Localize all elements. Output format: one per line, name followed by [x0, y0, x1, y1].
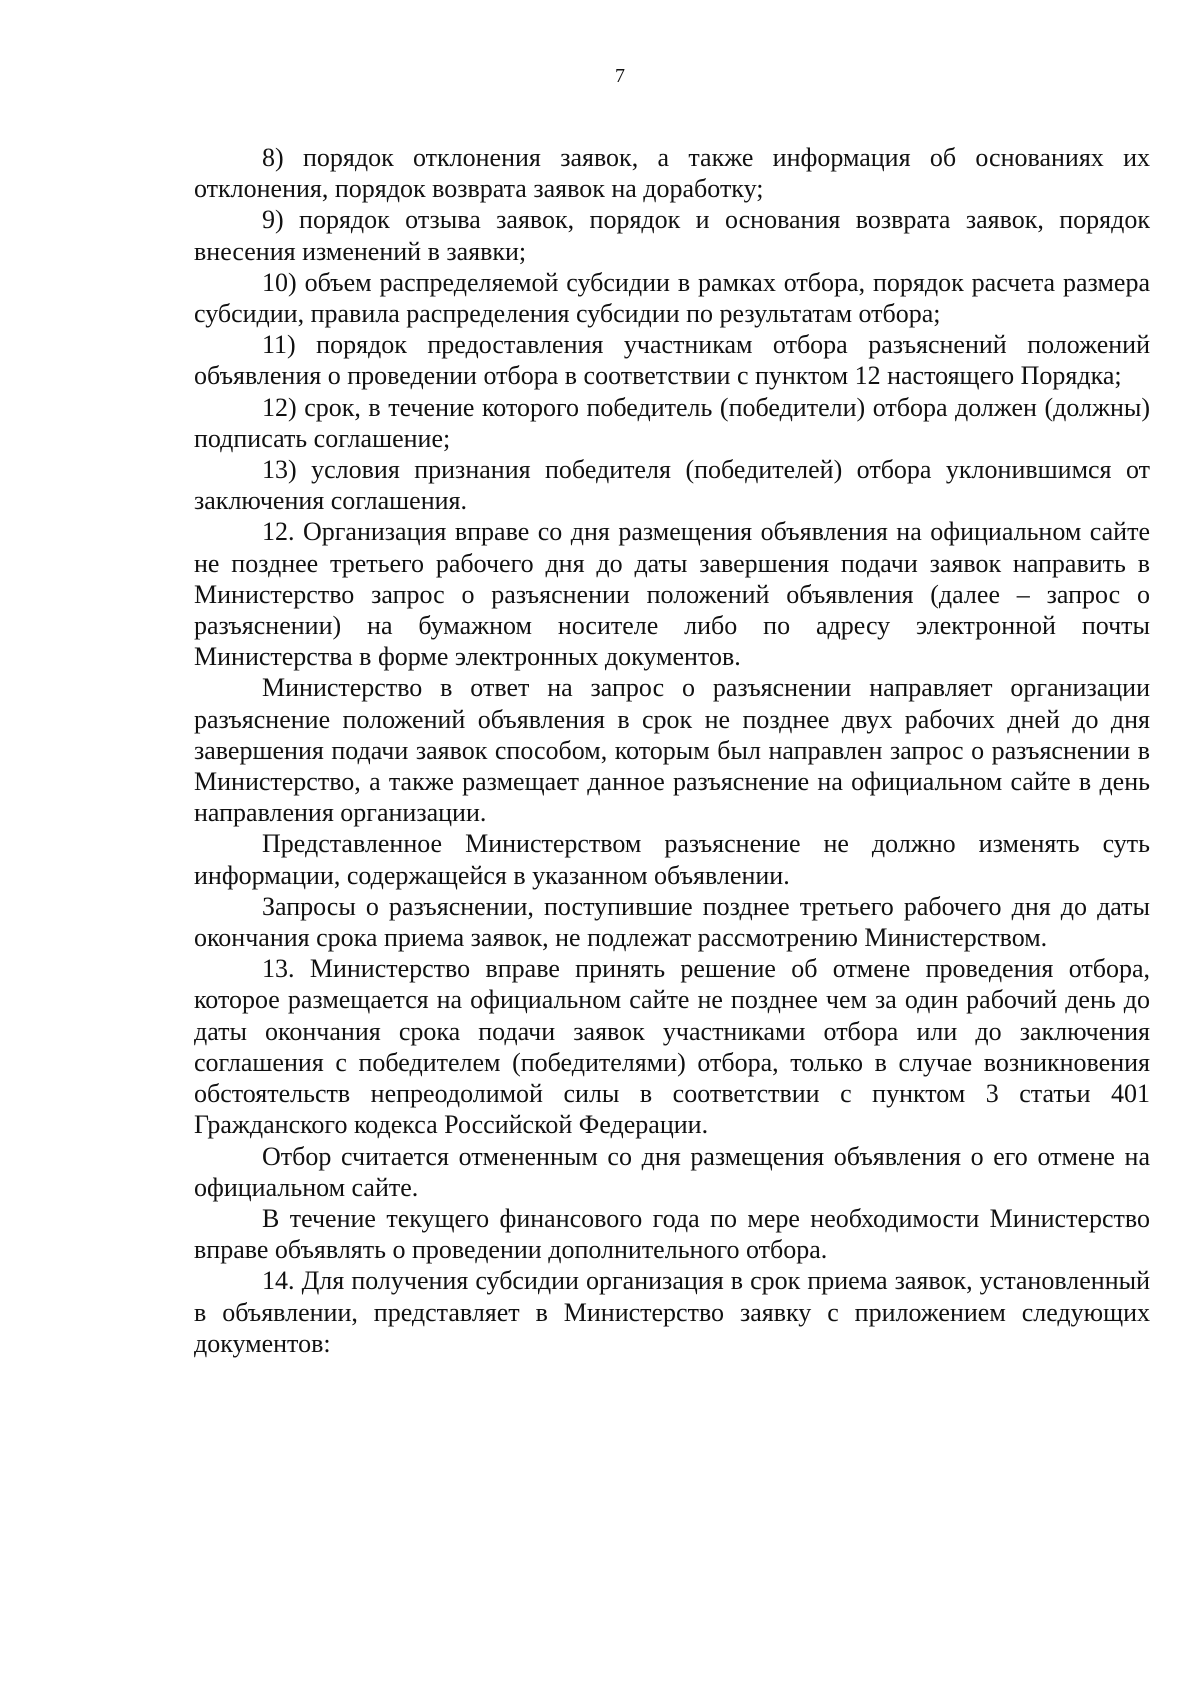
page-number: 7 — [615, 65, 625, 87]
clause-13-cancellation: 13. Министерство вправе принять решение об отмене проведения отбора, которое размещается на официальном сайте не позднее чем за один рабочий день до даты окончания срока подачи заявок участниками отбора или до заключения соглашения с победителем (победителями) отбора, только в случае возникновения обстоятельств непреодолимой силы в соответствии с пунктом 3 статьи 401 Гражданского кодекса Российской Федерации. — [194, 954, 1150, 1140]
clause-12-clarification-content: Представленное Министерством разъяснение не должно изменять суть информации, содержащейся в указанном объявлении. — [194, 829, 1150, 890]
clause-14-application-documents: 14. Для получения субсидии организация в срок приема заявок, установленный в объявлении, представляет в Министерство заявку с приложением следующих документов: — [194, 1266, 1150, 1358]
item-12-signing-deadline: 12) срок, в течение которого победитель (победители) отбора должен (должны) подписать соглашение; — [194, 392, 1150, 453]
item-8-rejection-procedure: 8) порядок отклонения заявок, а также информация об основаниях их отклонения, порядок возврата заявок на доработку; — [194, 143, 1150, 204]
item-9-withdrawal-procedure: 9) порядок отзыва заявок, порядок и основания возврата заявок, порядок внесения изменений в заявки; — [194, 205, 1150, 266]
clause-12-ministry-response: Министерство в ответ на запрос о разъяснении направляет организации разъяснение положений объявления в срок не позднее двух рабочих дней до дня завершения подачи заявок способом, которым был направлен запрос о разъяснении в Министерство, а также размещает данное разъяснение на официальном сайте в день направления организации. — [194, 673, 1150, 828]
item-11-clarifications: 11) порядок предоставления участникам отбора разъяснений положений объявления о проведении отбора в соответствии с пунктом 12 настоящего Порядка; — [194, 330, 1150, 391]
clause-12-clarification-request: 12. Организация вправе со дня размещения объявления на официальном сайте не позднее третьего рабочего дня до даты завершения подачи заявок направить в Министерство запрос о разъяснении положений объявления (далее – запрос о разъяснении) на бумажном носителе либо по адресу электронной почты Министерства в форме электронных документов. — [194, 517, 1150, 672]
clause-13-cancellation-effective: Отбор считается отмененным со дня размещения объявления о его отмене на официальном сайте. — [194, 1141, 1150, 1202]
item-10-subsidy-volume: 10) объем распределяемой субсидии в рамках отбора, порядок расчета размера субсидии, правила распределения субсидии по результатам отбора; — [194, 267, 1150, 329]
item-13-evasion-conditions: 13) условия признания победителя (победителей) отбора уклонившимся от заключения соглашения. — [194, 455, 1150, 516]
document-body — [194, 142, 1150, 1359]
clause-13-additional-selection: В течение текущего финансового года по мере необходимости Министерство вправе объявлять о проведении дополнительного отбора. — [194, 1203, 1150, 1265]
clause-12-late-requests: Запросы о разъяснении, поступившие позднее третьего рабочего дня до даты окончания срока приема заявок, не подлежат рассмотрению Министерством. — [194, 891, 1150, 953]
